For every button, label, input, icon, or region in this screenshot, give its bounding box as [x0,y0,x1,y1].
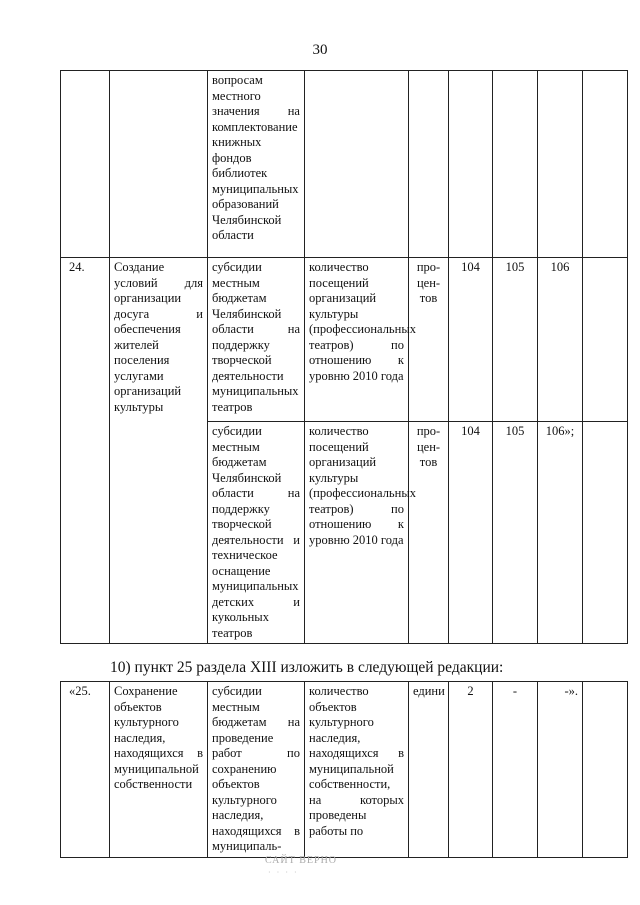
subsidy-cell: субсидии местным бюджетам Челябинской области на поддержку творческой деятельности и техническое оснащение муниципальных детских и кукольных театров [208,422,305,644]
indicator-cell: количество посещений организаций культуры (профессиональных театров) по отношению к уровню 2010 года [305,258,409,422]
indicator-cell: количество посещений организаций культуры (профессиональных театров) по отношению к уровню 2010 года [305,422,409,644]
subsidy-cell: субсидии местным бюджетам на проведение работ по сохранению объектов культурного наследия, находящихся в муниципаль- [208,682,305,858]
value-cell: 106 [538,258,583,422]
indicator-cell: количество объектов культурного наследия, находящихся в муниципальной собственности, на которых проведены работы по [305,682,409,858]
value-cell: 2 [449,682,493,858]
subsidy-cell: субсидии местным бюджетам Челябинской области на поддержку творческой деятельности муниципальных театров [208,258,305,422]
unit-cell: про-цен-тов [409,422,449,644]
unit-cell: едини [409,682,449,858]
table-row [61,71,628,258]
task-cell: Создание условий для организации досуга и обеспечения жителей поселения услугами организаций культуры [110,258,208,644]
value-cell: 105 [493,258,538,422]
stamp: САЙТ ВЕРНО [265,855,338,866]
targets-table [60,70,628,644]
value-cell: -». [538,682,583,858]
value-cell: 105 [493,422,538,644]
row-number: «25. [61,682,110,858]
targets-table-continued [60,681,628,858]
page-number: 30 [312,42,328,58]
unit-cell: про-цен-тов [409,258,449,422]
section-caption: 10) пункт 25 раздела XIII изложить в следующей редакции: [110,659,504,676]
value-cell: - [493,682,538,858]
value-cell: 104 [449,258,493,422]
row-number: 24. [61,258,110,644]
value-cell: 106»; [538,422,583,644]
task-cell: Сохранение объектов культурного наследия, находящихся в муниципальной собственности [110,682,208,858]
subsidy-cell: вопросам местного значения на комплектование книжных фондов библиотек муниципальных образований Челябинской области [208,71,305,258]
table-row [61,682,628,858]
table-row [61,258,628,422]
stamp-subtext: · · · · [268,868,299,877]
value-cell: 104 [449,422,493,644]
